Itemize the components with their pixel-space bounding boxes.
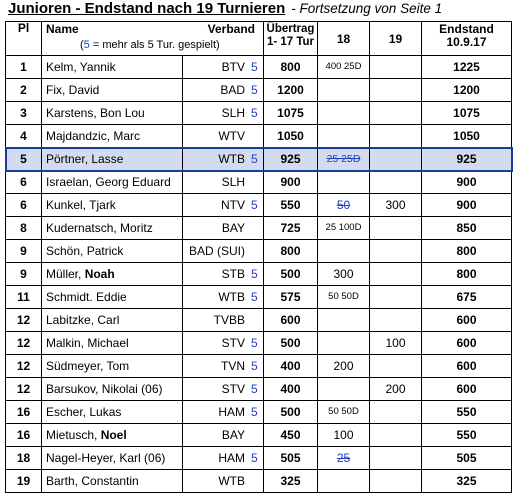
verband-label: BAY [221,428,245,442]
verband-cell [183,401,264,424]
header-19: 19 [370,22,422,56]
tournament-19-cell [370,217,422,240]
verband-cell [183,217,264,240]
verband-cell [183,194,264,217]
verband-label: HAM [218,405,245,419]
rank-cell: 12 [6,355,42,378]
verband-label: TVBB [213,313,245,327]
uebertrag-cell: 500 [264,332,318,355]
tournament-18-cell [318,401,370,424]
verband-label: WTV [218,129,245,143]
table-row [6,56,512,79]
tournament-19-cell [370,447,422,470]
title-main: Junioren - Endstand nach 19 Turnieren [8,0,286,17]
table-row [6,171,512,194]
verband-cell [183,424,264,447]
tournament-19-cell: 100 [370,332,422,355]
table-row [6,102,512,125]
table-row [6,194,512,217]
uebertrag-cell: 500 [264,401,318,424]
endstand-cell: 505 [422,447,512,470]
tournament-18-cell [318,378,370,401]
header-verband: Verband [207,22,255,36]
tournament-18-cell [318,148,370,171]
verband-label: BTV [221,60,245,74]
uebertrag-cell: 400 [264,355,318,378]
endstand-cell: 925 [422,148,512,171]
name-bold-part: Noah [84,267,115,281]
verband-label: SLH [221,175,245,189]
name-cell: Schön, Patrick [42,240,183,263]
table-row [6,148,512,171]
verband-cell [183,286,264,309]
uebertrag-cell: 550 [264,194,318,217]
tournament-18-cell [318,240,370,263]
header-name-verband [42,22,264,56]
verband-cell [183,447,264,470]
tournament-19-cell: 200 [370,378,422,401]
table-row [6,240,512,263]
rank-cell: 2 [6,79,42,102]
rank-cell: 9 [6,263,42,286]
tournament-19-cell [370,148,422,171]
table-row [6,332,512,355]
tournament-18-value: 50 [336,198,351,212]
tournament-18-cell [318,424,370,447]
more-than-five-marker: 5 [251,290,258,304]
verband-label: WTB [218,152,245,166]
table-row [6,79,512,102]
more-than-five-marker: 5 [251,405,258,419]
page-title [8,0,442,17]
uebertrag-cell: 900 [264,171,318,194]
endstand-cell: 850 [422,217,512,240]
tournament-18-cell [318,355,370,378]
table-row [6,424,512,447]
header-note: (5 = mehr als 5 Tur. gespielt) [80,39,220,51]
tournament-18-cell [318,79,370,102]
verband-label: HAM [218,451,245,465]
more-than-five-marker: 5 [251,267,258,281]
tournament-18-cell [318,447,370,470]
name-cell: Malkin, Michael [42,332,183,355]
uebertrag-cell: 1050 [264,125,318,148]
tournament-18-value: 200 [333,359,354,373]
endstand-cell: 675 [422,286,512,309]
endstand-cell: 1225 [422,56,512,79]
tournament-18-value: 25 25D [326,153,361,165]
uebertrag-cell: 800 [264,56,318,79]
name-cell: Pörtner, Lasse [42,148,183,171]
table-row [6,470,512,493]
endstand-cell: 1075 [422,102,512,125]
uebertrag-cell: 575 [264,286,318,309]
uebertrag-cell: 1075 [264,102,318,125]
rank-cell: 9 [6,240,42,263]
name-cell: Nagel-Heyer, Karl (06) [42,447,183,470]
tournament-19-cell [370,355,422,378]
name-cell [42,424,183,447]
table-row [6,447,512,470]
tournament-19-cell [370,79,422,102]
verband-label: BAY [221,221,245,235]
verband-cell [183,79,264,102]
verband-label: WTB [218,290,245,304]
rank-cell: 16 [6,424,42,447]
endstand-cell: 800 [422,263,512,286]
header-pl: Pl [6,22,42,56]
more-than-five-marker: 5 [251,382,258,396]
tournament-18-value: 100 [333,428,354,442]
more-than-five-marker: 5 [251,106,258,120]
more-than-five-marker: 5 [251,152,258,166]
verband-label: STV [221,382,245,396]
rank-cell: 12 [6,332,42,355]
verband-cell [183,102,264,125]
verband-cell [183,240,264,263]
name-cell: Escher, Lukas [42,401,183,424]
uebertrag-cell: 925 [264,148,318,171]
endstand-cell: 900 [422,194,512,217]
header-endstand: Endstand 10.9.17 [422,22,512,56]
name-cell: Karstens, Bon Lou [42,102,183,125]
rank-cell: 12 [6,309,42,332]
verband-cell [183,148,264,171]
tournament-19-cell [370,286,422,309]
endstand-cell: 1050 [422,125,512,148]
header-name: Name [46,22,79,36]
endstand-cell: 600 [422,332,512,355]
tournament-19-cell: 300 [370,194,422,217]
uebertrag-cell: 1200 [264,79,318,102]
table-row [6,378,512,401]
tournament-18-cell [318,470,370,493]
verband-cell [183,171,264,194]
endstand-cell: 550 [422,401,512,424]
tournament-19-cell [370,309,422,332]
name-cell: Südmeyer, Tom [42,355,183,378]
name-cell: Schmidt. Eddie [42,286,183,309]
tournament-18-value: 25 [336,451,351,465]
uebertrag-cell: 800 [264,240,318,263]
more-than-five-marker: 5 [251,198,258,212]
tournament-19-cell [370,102,422,125]
more-than-five-marker: 5 [251,60,258,74]
tournament-19-cell [370,125,422,148]
header-18: 18 [318,22,370,56]
tournament-18-value: 50 50D [328,291,359,302]
uebertrag-cell: 505 [264,447,318,470]
table-row [6,125,512,148]
name-cell: Barth, Constantin [42,470,183,493]
tournament-19-cell [370,424,422,447]
verband-cell [183,263,264,286]
verband-cell [183,125,264,148]
name-cell: Majdandzic, Marc [42,125,183,148]
rank-cell: 12 [6,378,42,401]
endstand-cell: 600 [422,355,512,378]
name-cell [42,263,183,286]
table-row [6,263,512,286]
verband-label: NTV [221,198,245,212]
name-cell: Kunkel, Tjark [42,194,183,217]
tournament-18-cell [318,309,370,332]
rank-cell: 6 [6,171,42,194]
name-bold-part: Noel [100,428,127,442]
verband-cell [183,56,264,79]
rank-cell: 5 [6,148,42,171]
tournament-18-cell [318,102,370,125]
name-cell: Kelm, Yannik [42,56,183,79]
rank-cell: 4 [6,125,42,148]
more-than-five-marker: 5 [251,336,258,350]
title-subtitle: - Fortsetzung von Seite 1 [291,1,443,16]
verband-cell [183,470,264,493]
uebertrag-cell: 500 [264,263,318,286]
tournament-18-value: 300 [333,267,354,281]
rank-cell: 3 [6,102,42,125]
uebertrag-cell: 600 [264,309,318,332]
endstand-cell: 600 [422,309,512,332]
verband-label: BAD [220,83,245,97]
tournament-18-cell [318,125,370,148]
verband-label: STV [221,336,245,350]
verband-cell [183,378,264,401]
name-first-part: Mietusch, [46,428,101,442]
tournament-19-cell [370,171,422,194]
uebertrag-cell: 400 [264,378,318,401]
rank-cell: 6 [6,194,42,217]
endstand-cell: 325 [422,470,512,493]
uebertrag-cell: 725 [264,217,318,240]
endstand-cell: 600 [422,378,512,401]
tournament-18-cell [318,286,370,309]
more-than-five-marker: 5 [251,359,258,373]
table-row [6,217,512,240]
verband-label: STB [221,267,245,281]
tournament-19-cell [370,240,422,263]
tournament-18-cell [318,332,370,355]
verband-cell [183,309,264,332]
verband-cell [183,332,264,355]
tournament-18-value: 50 50D [328,406,359,417]
endstand-cell: 550 [422,424,512,447]
tournament-19-cell [370,470,422,493]
endstand-cell: 800 [422,240,512,263]
table-row [6,355,512,378]
rank-cell: 18 [6,447,42,470]
header-uebertrag: Übertrag 1- 17 Tur [264,22,318,56]
rank-cell: 11 [6,286,42,309]
verband-label: TVN [221,359,245,373]
tournament-19-cell [370,263,422,286]
rank-cell: 19 [6,470,42,493]
table-header-row [6,22,512,56]
tournament-18-cell [318,171,370,194]
rank-cell: 8 [6,217,42,240]
name-cell: Israelan, Georg Eduard [42,171,183,194]
tournament-18-cell [318,217,370,240]
more-than-five-marker: 5 [251,83,258,97]
name-cell: Labitzke, Carl [42,309,183,332]
rank-cell: 16 [6,401,42,424]
uebertrag-cell: 450 [264,424,318,447]
tournament-19-cell [370,401,422,424]
verband-label: BAD (SUI) [188,244,245,258]
endstand-cell: 1200 [422,79,512,102]
verband-cell [183,355,264,378]
table-row [6,286,512,309]
tournament-18-cell [318,263,370,286]
tournament-18-cell [318,56,370,79]
rank-cell: 1 [6,56,42,79]
verband-label: WTB [218,474,245,488]
verband-label: SLH [221,106,245,120]
name-cell: Fix, David [42,79,183,102]
tournament-18-value: 25 100D [325,222,362,233]
tournament-18-value: 400 25D [325,61,362,72]
tournament-18-cell [318,194,370,217]
table-row [6,309,512,332]
name-cell: Kudernatsch, Moritz [42,217,183,240]
tournament-19-cell [370,56,422,79]
ranking-table [5,21,512,493]
name-cell: Barsukov, Nikolai (06) [42,378,183,401]
more-than-five-marker: 5 [251,451,258,465]
table-row [6,401,512,424]
endstand-cell: 900 [422,171,512,194]
name-first-part: Müller, [46,267,85,281]
uebertrag-cell: 325 [264,470,318,493]
